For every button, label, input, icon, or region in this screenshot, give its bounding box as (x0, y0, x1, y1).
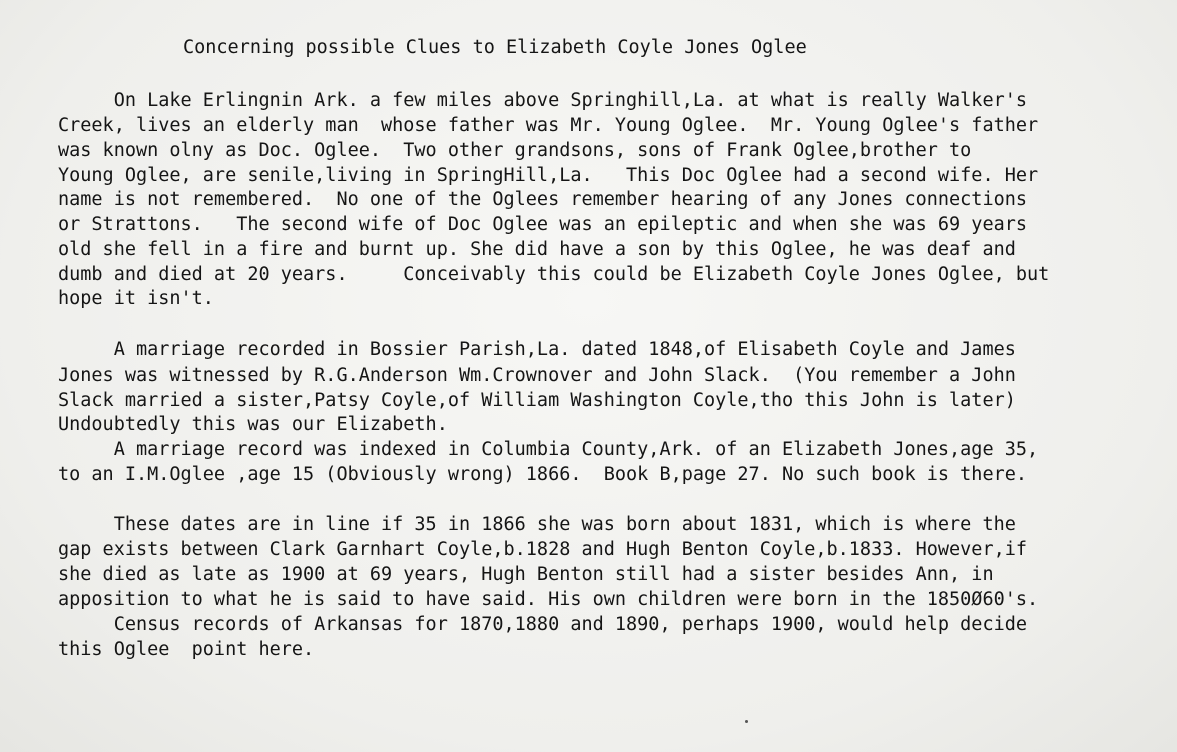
text-line: apposition to what he is said to have said. His own children were born in the 1850Ø60's. (58, 589, 1039, 610)
text-line: A marriage recorded in Bossier Parish,La. dated 1848,of Elisabeth Coyle and James (58, 339, 1016, 360)
text-line: dumb and died at 20 years. Conceivably this could be Elizabeth Coyle Jones Oglee, but (58, 264, 1050, 285)
text-line: These dates are in line if 35 in 1866 she was born about 1831, which is where the (58, 514, 1016, 535)
text-line: old she fell in a fire and burnt up. She did have a son by this Oglee, he was deaf and (58, 239, 1016, 260)
document-title: Concerning possible Clues to Elizabeth Coyle Jones Oglee (183, 37, 807, 58)
paper-speck (745, 720, 748, 723)
text-line: this Oglee point here. (58, 639, 315, 660)
text-line: Undoubtedly this was our Elizabeth. (58, 414, 448, 435)
text-line: On Lake Erlingnin Ark. a few miles above Springhill,La. at what is really Walker's (58, 90, 1028, 111)
text-line: Slack married a sister,Patsy Coyle,of William Washington Coyle,tho this John is later) (58, 390, 1016, 411)
text-line: name is not remembered. No one of the Oglees remember hearing of any Jones connections (58, 189, 1028, 210)
text-line: gap exists between Clark Garnhart Coyle,b.1828 and Hugh Benton Coyle,b.1833. However,if (58, 539, 1028, 560)
text-line: to an I.M.Oglee ,age 15 (Obviously wrong) 1866. Book B,page 27. No such book is there. (58, 464, 1028, 485)
text-line: Jones was witnessed by R.G.Anderson Wm.Crownover and John Slack. (You remember a John (58, 365, 1016, 386)
text-line: she died as late as 1900 at 69 years, Hugh Benton still had a sister besides Ann, in (58, 564, 994, 585)
text-line: Creek, lives an elderly man whose father was Mr. Young Oglee. Mr. Young Oglee's father (58, 115, 1039, 136)
text-line: Census records of Arkansas for 1870,1880 and 1890, perhaps 1900, would help decide (58, 614, 1028, 635)
text-line: or Strattons. The second wife of Doc Oglee was an epileptic and when she was 69 years (58, 214, 1028, 235)
text-line: hope it isn't. (58, 288, 214, 309)
text-line: A marriage record was indexed in Columbia County,Ark. of an Elizabeth Jones,age 35, (58, 439, 1039, 460)
text-line: Young Oglee, are senile,living in SpringHill,La. This Doc Oglee had a second wife. Her (58, 165, 1039, 186)
text-line: was known olny as Doc. Oglee. Two other grandsons, sons of Frank Oglee,brother to (58, 140, 972, 161)
